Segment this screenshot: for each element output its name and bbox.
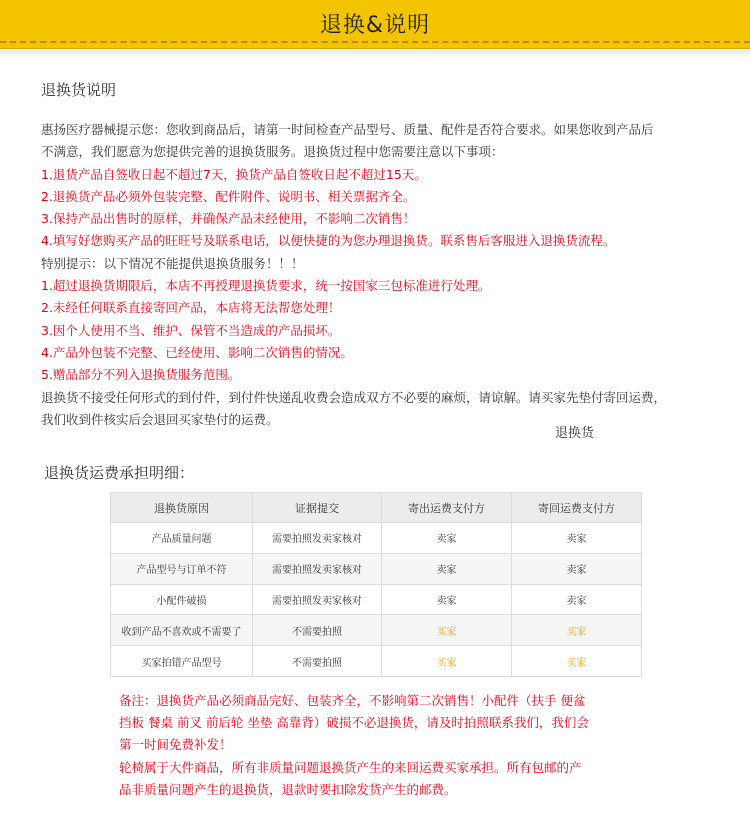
stitch-divider (0, 41, 750, 43)
table-header-row (111, 493, 642, 523)
table-cell: 需要拍照发卖家核对 (253, 553, 382, 584)
policy-line: 4.产品外包装不完整、已经使用、影响二次销售的情况。 (41, 344, 353, 360)
table-cell: 小配件破损 (111, 584, 253, 615)
note-line: 第一时间免费补发！ (119, 737, 232, 753)
table-cell: 卖家 (512, 584, 642, 615)
table-cell: 买家 (382, 646, 512, 677)
table-cell: 产品质量问题 (111, 523, 253, 554)
header-reason: 退换货原因 (111, 493, 253, 523)
table-cell: 卖家 (382, 584, 512, 615)
policy-line: 我们收到件核实后会退回买家垫付的运费。 (41, 411, 279, 427)
table-row (111, 584, 642, 615)
table-row (111, 553, 642, 584)
signature-label: 退换货 (555, 426, 595, 441)
table-cell: 不需要拍照 (253, 646, 382, 677)
policy-line: 惠扬医疗器械提示您：您收到商品后，请第一时间检查产品型号、质量、配件是否符合要求。如果您收到产品后 (41, 122, 654, 137)
shipping-cost-table (110, 492, 642, 677)
header-return-payer: 寄回运费支付方 (512, 493, 642, 523)
table-row (111, 646, 642, 677)
policy-line: 3.保持产品出售时的原样，并确保产品未经使用，不影响二次销售！ (41, 211, 416, 227)
table-cell: 不需要拍照 (253, 615, 382, 646)
policy-line: 退换货不接受任何形式的到付件，到付件快递乱收费会造成双方不必要的麻烦，请谅解。请买家先垫付寄回运费， (41, 389, 667, 405)
return-policy-heading: 退换货说明 (41, 81, 117, 99)
policy-line: 不满意，我们愿意为您提供完善的退换货服务。退换货过程中您需要注意以下事项： (41, 144, 504, 160)
policy-line: 4.填写好您购买产品的旺旺号及联系电话，以便快捷的为您办理退换货。联系售后客服进入退换货流程。 (41, 233, 616, 249)
table-cell: 需要拍照发卖家核对 (253, 523, 382, 554)
table-row (111, 615, 642, 646)
header-evidence: 证据提交 (253, 493, 382, 523)
policy-line: 特别提示：以下情况不能提供退换货服务！！！ (41, 255, 304, 271)
note-line: 品非质量问题产生的退换货，退款时要扣除发货产生的邮费。 (119, 781, 457, 797)
table-cell: 卖家 (382, 523, 512, 554)
table-cell: 收到产品不喜欢或不需要了 (111, 615, 253, 646)
table-cell: 需要拍照发卖家核对 (253, 584, 382, 615)
note-line: 轮椅属于大件商品，所有非质量问题退换货产生的来回运费买家承担。所有包邮的产 (119, 759, 582, 775)
page-title: 退换&说明 (319, 13, 431, 38)
policy-line: 5.赠品部分不列入退换货服务范围。 (41, 367, 241, 383)
policy-line: 2.未经任何联系直接寄回产品，本店将无法帮您处理！ (41, 300, 341, 316)
note-line: 备注：退换货产品必须商品完好、包装齐全，不影响第二次销售！小配件（扶手 便盆 (119, 693, 586, 708)
policy-line: 3.因个人使用不当、维护、保管不当造成的产品损坏。 (41, 322, 341, 338)
header-send-payer: 寄出运费支付方 (382, 493, 512, 523)
policy-line: 1.退货产品自签收日起不超过7天，换货产品自签收日起不超过15天。 (41, 166, 427, 182)
policy-text (41, 119, 731, 431)
table-cell: 买家 (512, 615, 642, 646)
table-cell: 卖家 (512, 553, 642, 584)
note-line: 挡板 餐桌 前叉 前后轮 坐垫 高靠背）破损不必退换货，请及时拍照联系我们，我们会 (119, 715, 589, 731)
table-cell: 买家拍错产品型号 (111, 646, 253, 677)
policy-line: 1.超过退换货期限后，本店不再授理退换货要求，统一按国家三包标准进行处理。 (41, 278, 491, 294)
table-cell: 卖家 (382, 553, 512, 584)
table-cell: 卖家 (512, 523, 642, 554)
table-cell: 买家 (382, 615, 512, 646)
banner-shadow (0, 50, 750, 58)
shipping-cost-heading: 退换货运费承担明细： (44, 464, 195, 482)
table-cell: 产品型号与订单不符 (111, 553, 253, 584)
header-banner (0, 0, 750, 49)
table-row (111, 523, 642, 554)
notes-block (119, 690, 639, 801)
policy-line: 2.退换货产品必须外包装完整、配件附件、说明书、相关票据齐全。 (41, 188, 416, 204)
table-cell: 买家 (512, 646, 642, 677)
